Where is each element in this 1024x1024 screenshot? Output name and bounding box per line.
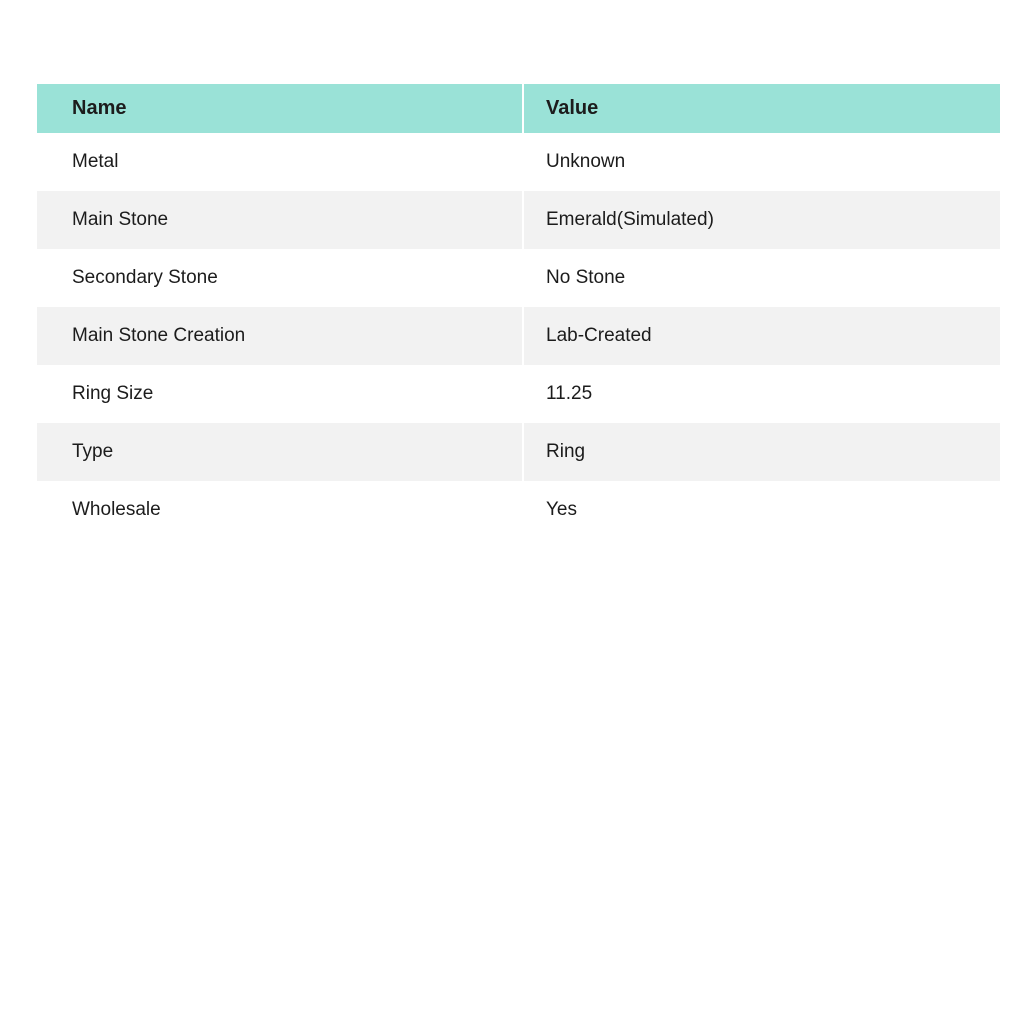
row-attribute-value: Yes [523,481,1000,539]
row-attribute-name: Wholesale [37,481,523,539]
row-attribute-value: No Stone [523,249,1000,307]
row-attribute-value: Lab-Created [523,307,1000,365]
row-attribute-name: Secondary Stone [37,249,523,307]
table-row [37,191,1000,249]
product-spec-table [37,84,1000,539]
table-row [37,249,1000,307]
table-header-row [37,84,1000,133]
row-attribute-value: Ring [523,423,1000,481]
row-attribute-name: Main Stone Creation [37,307,523,365]
table-row [37,423,1000,481]
table-row [37,365,1000,423]
row-attribute-value: 11.25 [523,365,1000,423]
row-attribute-name: Main Stone [37,191,523,249]
row-attribute-name: Type [37,423,523,481]
column-header-value: Value [523,84,1000,133]
column-header-name: Name [37,84,523,133]
row-attribute-name: Metal [37,133,523,191]
row-attribute-value: Emerald(Simulated) [523,191,1000,249]
row-attribute-name: Ring Size [37,365,523,423]
table-row [37,307,1000,365]
row-attribute-value: Unknown [523,133,1000,191]
table-row [37,133,1000,191]
table-row [37,481,1000,539]
